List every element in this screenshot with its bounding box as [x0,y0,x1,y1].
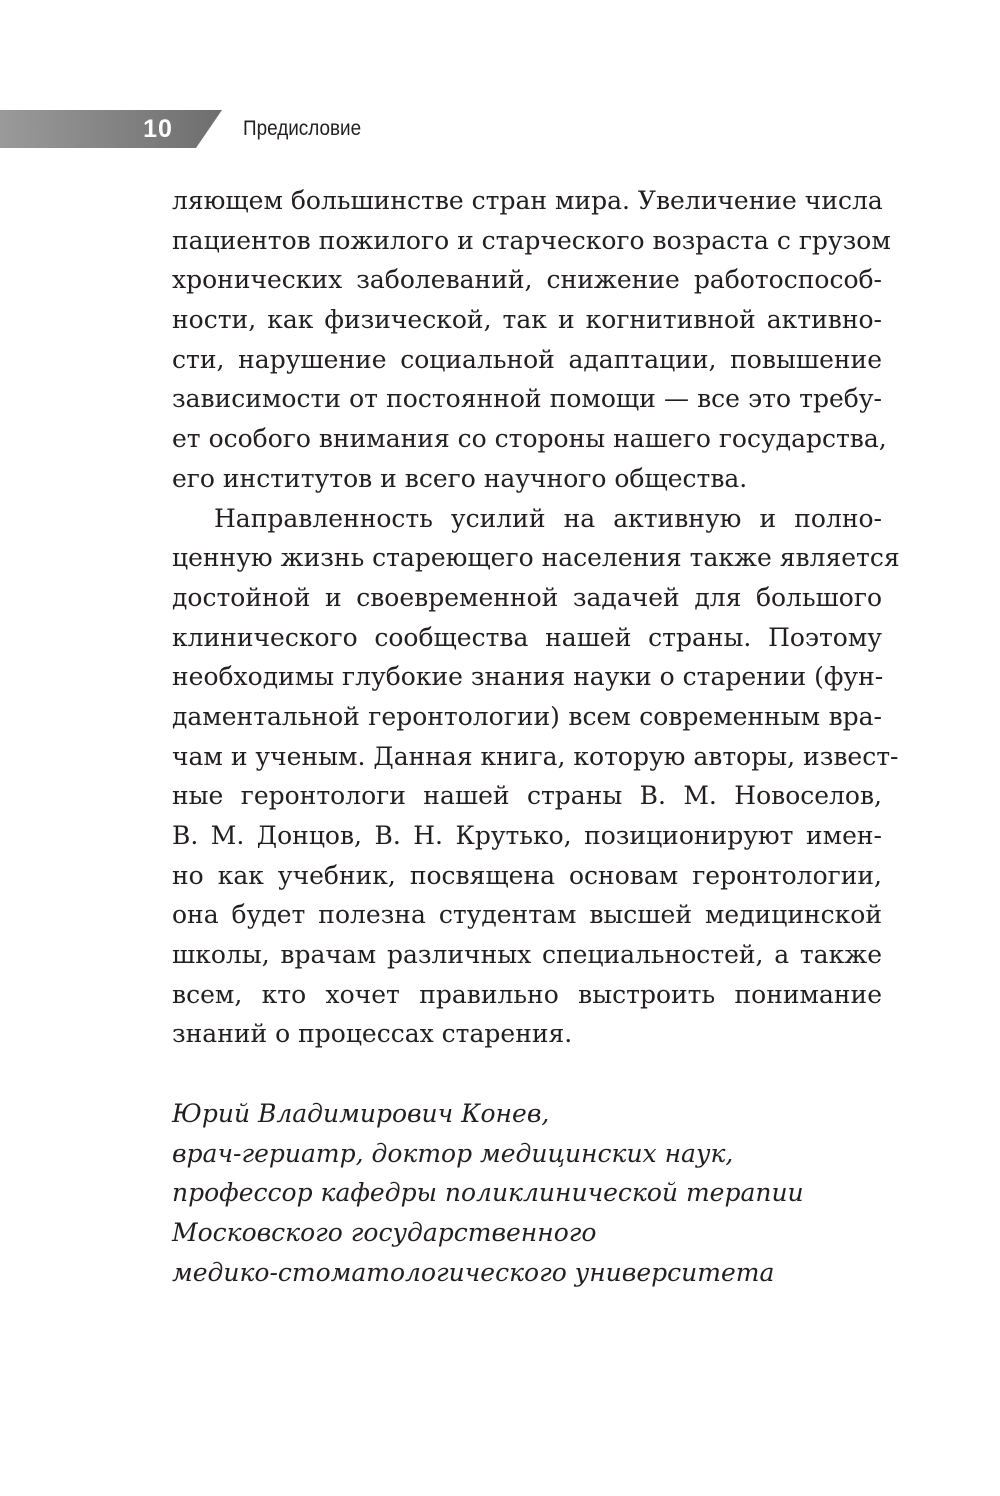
text-line: она будет полезна студентам высшей медицинской [172,900,882,930]
signature-position: профессор кафедры поликлинической терапии [172,1178,804,1208]
text-line: ет особого внимания со стороны нашего государства, [172,424,887,454]
signature-block [172,1094,892,1293]
text-line: ные геронтологи нашей страны В. М. Новоселов, [172,781,882,811]
text-line: ценную жизнь стареющего населения также является [172,543,900,573]
paragraph-2 [172,499,900,1055]
text-line: знаний о процессах старения. [172,1019,573,1049]
text-line: даментальной геронтологии) всем современным вра- [172,701,882,731]
signature-title: врач-гериатр, доктор медицинских наук, [172,1138,734,1168]
text-line: хронических заболеваний, снижение работоспособ- [172,265,882,295]
text-line: чам и ученым. Данная книга, которую авторы, извест- [172,741,899,771]
text-line: необходимы глубокие знания науки о старении (фун- [172,662,884,692]
text-line: зависимости от постоянной помощи — все это требу- [172,384,882,414]
header-band-shape [0,110,222,148]
text-line: В. М. Донцов, В. Н. Крутько, позиционируют имен- [172,821,882,850]
text-line: его институтов и всего научного общества. [172,463,748,493]
text-line: Направленность усилий на активную и полно- [214,503,882,533]
text-line: достойной и своевременной задачей для большого [172,582,882,612]
header-band [0,110,222,148]
page-number: 10 [143,115,173,143]
signature-author-name: Юрий Владимирович Конев, [172,1099,550,1128]
text-line: но как учебник, посвящена основам геронтологии, [172,860,882,890]
body-text [172,181,900,1054]
text-line: ляющем большинстве стран мира. Увеличение числа [172,186,883,215]
signature-institution: Московского государственного [172,1218,597,1248]
running-head: Предисловие [243,117,362,140]
signature-institution: медико-стоматологического университета [172,1257,775,1287]
text-line: сти, нарушение социальной адаптации, повышение [172,344,882,374]
text-line: всем, кто хочет правильно выстроить понимание [172,979,882,1009]
text-line: пациентов пожилого и старческого возраста с грузом [172,225,891,255]
text-line: клинического сообщества нашей страны. Поэтому [172,622,882,652]
text-line: ности, как физической, так и когнитивной активно- [172,305,882,335]
paragraph-1 [172,181,891,499]
text-line: школы, врачам различных специальностей, а также [172,940,882,970]
